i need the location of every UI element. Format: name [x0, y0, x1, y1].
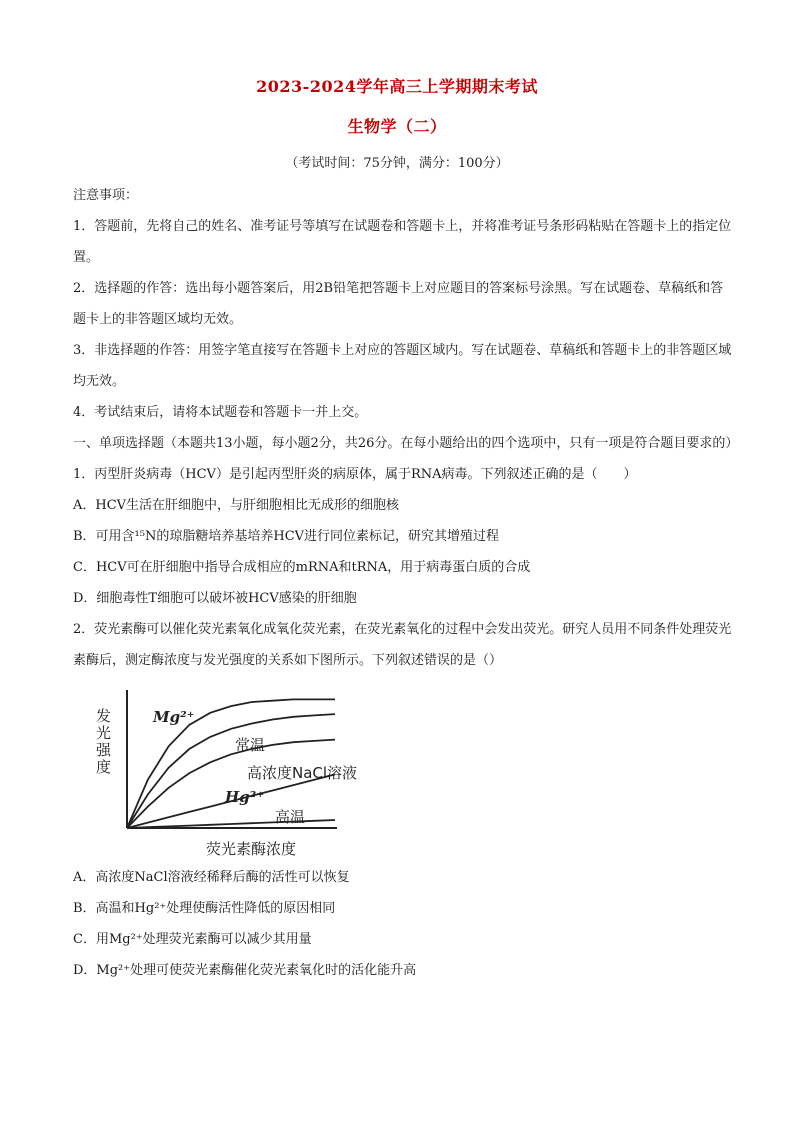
question-2-option-d: D．Mg²⁺处理可使荧光素酶催化荧光素氧化时的活化能升高	[73, 963, 417, 978]
exam-subject: 生物学（二）	[347, 117, 447, 136]
x-axis-label: 荧光素酶浓度	[205, 840, 297, 858]
series-label: 高浓度NaCl溶液	[247, 764, 358, 782]
chart-svg	[85, 684, 415, 860]
exam-body	[73, 180, 739, 986]
y-axis-label: 发光强度	[94, 708, 112, 776]
question-1-option-a: A．HCV生活在肝细胞中，与肝细胞相比无成形的细胞核	[73, 498, 400, 513]
question-1-option-b: B．可用含¹⁵N的琼脂糖培养基培养HCV进行同位素标记，研究其增殖过程	[73, 529, 500, 544]
enzyme-chart	[85, 684, 415, 860]
question-2-option-c: C．用Mg²⁺处理荧光素酶可以减少其用量	[73, 932, 312, 947]
question-2-option-a: A．高浓度NaCl溶液经稀释后酶的活性可以恢复	[73, 870, 350, 885]
exam-info: （考试时间：75分钟，满分：100分）	[285, 156, 509, 171]
question-2-stem: 2．荧光素酶可以催化荧光素氧化成氧化荧光素，在荧光素氧化的过程中会发出荧光。研究人员用不同条件处理荧光素酶后，测定酶浓度与发光强度的关系如下图所示。下列叙述错误的是（）	[73, 622, 732, 668]
notice-item: 1．答题前，先将自己的姓名、准考证号等填写在试题卷和答题卡上，并将准考证号条形码粘贴在答题卡上的指定位置。	[73, 219, 732, 265]
exam-title: 2023-2024学年高三上学期期末考试	[256, 77, 538, 96]
notice-item: 2．选择题的作答：选出每小题答案后，用2B铅笔把答题卡上对应题目的答案标号涂黑。写在试题卷、草稿纸和答题卡上的非答题区域均无效。	[73, 281, 724, 327]
question-1-stem: 1．丙型肝炎病毒（HCV）是引起丙型肝炎的病原体，属于RNA病毒。下列叙述正确的是（ ）	[73, 467, 637, 482]
question-1-option-c: C．HCV可在肝细胞中指导合成相应的mRNA和tRNA，用于病毒蛋白质的合成	[73, 560, 531, 575]
notice-item: 4．考试结束后，请将本试题卷和答题卡一并上交。	[73, 405, 368, 420]
section-heading: 一、单项选择题（本题共13小题，每小题2分，共26分。在每小题给出的四个选项中，只有一项是符合题目要求的）	[73, 436, 739, 451]
question-1-option-d: D．细胞毒性T细胞可以破坏被HCV感染的肝细胞	[73, 591, 357, 606]
notice-item: 3．非选择题的作答：用签字笔直接写在答题卡上对应的答题区域内。写在试题卷、草稿纸和答题卡上的非答题区域均无效。	[73, 343, 732, 389]
series-label: Mg²⁺	[153, 708, 195, 726]
series-label: 高温	[275, 808, 306, 826]
notice-heading: 注意事项：	[73, 188, 139, 203]
question-2-option-b: B．高温和Hg²⁺处理使酶活性降低的原因相同	[73, 901, 336, 916]
series-label: Hg²⁺	[225, 788, 265, 806]
series-labels	[152, 708, 357, 826]
series-label: 常温	[235, 736, 266, 754]
